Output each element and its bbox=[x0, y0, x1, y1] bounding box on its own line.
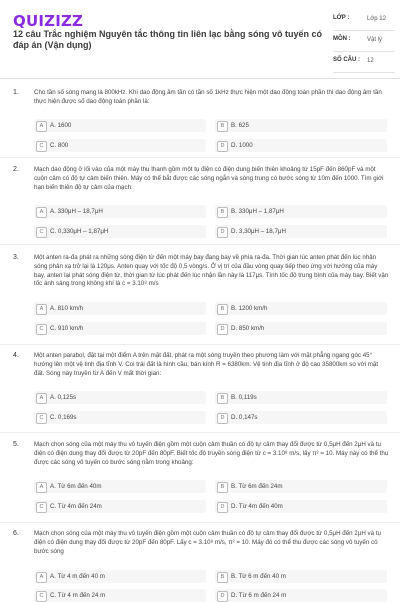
option-text: A. 810 km/h bbox=[50, 305, 84, 312]
option-text: B. 1200 km/h bbox=[231, 305, 268, 312]
option-letter: A bbox=[36, 304, 47, 315]
option-c[interactable] bbox=[34, 500, 206, 513]
question-number: 4. bbox=[13, 352, 19, 359]
option-c[interactable] bbox=[34, 225, 206, 238]
question-number: 5. bbox=[13, 441, 19, 448]
option-text: A. 0,125s bbox=[50, 394, 77, 401]
option-text: C. 910 km/h bbox=[50, 325, 84, 332]
option-text: A. 1600 bbox=[50, 122, 72, 129]
option-a[interactable] bbox=[34, 119, 206, 132]
question-text: Cho tần số sóng mang là 800kHz. Khi dao động âm tần có tần số 1kHz thực hiện một dao động toàn phần thì dao động âm tần thực hiện được số dao động toàn phần là: bbox=[34, 89, 382, 105]
option-text: B. Từ 6 m đến 40 m bbox=[231, 573, 286, 580]
option-d[interactable] bbox=[215, 411, 387, 424]
option-letter: B bbox=[217, 207, 228, 218]
meta-value: Vật lý bbox=[367, 37, 383, 43]
option-a[interactable] bbox=[34, 302, 206, 315]
question-text: Mạch dao động ở lối vào của một máy thu thanh gồm một tụ điện có điện dung biến thiên khoảng từ 15pF đến 860pF và một cuộn cảm có độ tự cảm biến thiên. Máy có thể bắt được các sóng ngắn và sóng trung có bước sóng từ 10m đến 1000. Tìm giới hạn biến thiên độ tự cảm của mạch: bbox=[34, 166, 384, 191]
option-text: B. 0,119s bbox=[231, 394, 257, 401]
question-number: 3. bbox=[13, 254, 19, 261]
meta-key: LỚP : bbox=[333, 15, 350, 21]
option-letter: B bbox=[217, 393, 228, 404]
meta-value: 12 bbox=[367, 58, 374, 64]
option-b[interactable] bbox=[215, 570, 387, 583]
question-number: 2. bbox=[13, 166, 19, 173]
worksheet-header bbox=[0, 0, 400, 72]
option-text: B. Từ 6m đến 24m bbox=[231, 483, 283, 490]
option-letter: B bbox=[217, 572, 228, 583]
option-letter: D bbox=[217, 502, 228, 513]
option-text: A. 330μH – 18,7μH bbox=[50, 208, 103, 215]
option-b[interactable] bbox=[215, 480, 387, 493]
option-c[interactable] bbox=[34, 411, 206, 424]
option-letter: C bbox=[36, 324, 47, 335]
option-letter: B bbox=[217, 304, 228, 315]
option-letter: C bbox=[36, 141, 47, 152]
option-letter: A bbox=[36, 572, 47, 583]
question-text: Một anten parabol, đặt tại một điểm A trên mặt đất, phát ra một sóng truyền theo phương làm với mặt phẳng ngang góc 45° hướng lên một vệ tinh địa tĩnh V. Coi trái đất là hình cầu, bán kính R = 6380km. Vệ tinh địa tĩnh ở độ cao 35800km so với mặt đất. Sóng này truyền từ A đến V mất thời gian: bbox=[34, 352, 379, 377]
option-letter: A bbox=[36, 393, 47, 404]
option-text: B. 625 bbox=[231, 122, 249, 129]
quizizz-logo: QUIZIZZ bbox=[13, 12, 84, 30]
option-b[interactable] bbox=[215, 205, 387, 218]
option-letter: C bbox=[36, 227, 47, 238]
option-text: D. Từ 6 m đến 24 m bbox=[231, 592, 287, 599]
question-divider bbox=[0, 157, 400, 158]
option-letter: D bbox=[217, 227, 228, 238]
question-divider bbox=[0, 432, 400, 433]
option-text: C. Từ 4m đến 24m bbox=[50, 503, 102, 510]
option-letter: A bbox=[36, 207, 47, 218]
question-divider bbox=[0, 344, 400, 345]
question-divider bbox=[0, 244, 400, 245]
meta-row-count bbox=[333, 52, 395, 73]
question-text: Một anten ra-đa phát ra những sóng điện từ đến một máy bay đang bay về phía ra-đa. Thời gian lúc anten phát đến lúc nhận sóng phản xạ trở lại là 120μs. Anten quay với tốc độ 0,5 vòng/s. Ở vị trí của đầu vòng quay tiếp theo ứng với hướng của máy bay, anten lại phát sóng điện từ, thời gian từ lúc phát đến lúc nhận lần này là 117μs. Tính tốc độ trung bình của máy bay. Biết vận tốc ánh sáng trong không khí là c = 3.10⁸ m/s bbox=[34, 254, 389, 288]
option-text: A. Từ 4 m đến 40 m bbox=[50, 573, 105, 580]
option-letter: D bbox=[217, 141, 228, 152]
option-c[interactable] bbox=[34, 589, 206, 602]
option-letter: C bbox=[36, 591, 47, 602]
question-divider bbox=[0, 522, 400, 523]
option-c[interactable] bbox=[34, 139, 206, 152]
option-letter: B bbox=[217, 482, 228, 493]
option-text: D. 1000 bbox=[231, 142, 253, 149]
option-text: D. 3,30μH – 18,7μH bbox=[231, 228, 286, 235]
option-a[interactable] bbox=[34, 391, 206, 404]
option-letter: A bbox=[36, 121, 47, 132]
option-d[interactable] bbox=[215, 500, 387, 513]
option-a[interactable] bbox=[34, 570, 206, 583]
option-letter: D bbox=[217, 591, 228, 602]
meta-key: SỐ CÂU : bbox=[333, 57, 360, 63]
option-text: A. Từ 6m đến 40m bbox=[50, 483, 102, 490]
option-d[interactable] bbox=[215, 322, 387, 335]
worksheet-title: 12 câu Trắc nghiệm Nguyên tắc thông tin liên lạc bằng sóng vô tuyến có đáp án (Vận dụng) bbox=[13, 29, 323, 50]
question-text: Mạch chọn sóng của một máy thu vô tuyến điện gồm một cuộn cảm thuần có độ tự cảm thay đổi được từ 0,5μH đến 2μH và tụ điện có điện dung thay đổi được từ 20pF đến 80pF. Biết tốc độ truyền sóng điện từ c = 3.10⁸ m/s, lấy π² = 10. Máy này có thể thu được các sóng vô tuyến có bước sóng nằm trong khoảng: bbox=[34, 441, 389, 466]
question-number: 1. bbox=[13, 89, 19, 96]
option-text: C. 0,169s bbox=[50, 414, 77, 421]
meta-key: MÔN : bbox=[333, 36, 351, 42]
option-d[interactable] bbox=[215, 589, 387, 602]
option-b[interactable] bbox=[215, 391, 387, 404]
option-text: D. 850 km/h bbox=[231, 325, 265, 332]
option-letter: C bbox=[36, 502, 47, 513]
option-text: C. 0,330μH – 1,87μH bbox=[50, 228, 109, 235]
meta-panel bbox=[333, 10, 395, 73]
option-letter: A bbox=[36, 482, 47, 493]
meta-row-subject bbox=[333, 31, 395, 52]
header-divider bbox=[0, 78, 400, 79]
option-letter: C bbox=[36, 413, 47, 424]
option-text: C. 800 bbox=[50, 142, 69, 149]
question-number: 6. bbox=[13, 530, 19, 537]
option-a[interactable] bbox=[34, 205, 206, 218]
option-text: D. Từ 4m đến 40m bbox=[231, 503, 283, 510]
option-text: B. 330μH – 1,87μH bbox=[231, 208, 284, 215]
question-text: Mạch chọn sóng của một máy thu vô tuyến điện gồm một cuộn cảm thuần có độ tự cảm thay đổi được từ 0,5μH đến 2μH và tụ điện có điện dung thay đổi được từ 20pF đến 80pF. Lấy c = 3.10⁸ m/s, π² = 10. Máy đó có thể thu được các sóng vô tuyến có bước sóng bbox=[34, 530, 381, 555]
option-b[interactable] bbox=[215, 119, 387, 132]
option-letter: B bbox=[217, 121, 228, 132]
meta-value: Lớp 12 bbox=[367, 16, 386, 22]
option-text: C. Từ 4 m đến 24 m bbox=[50, 592, 106, 599]
option-c[interactable] bbox=[34, 322, 206, 335]
option-letter: D bbox=[217, 324, 228, 335]
option-d[interactable] bbox=[215, 139, 387, 152]
option-b[interactable] bbox=[215, 302, 387, 315]
option-letter: D bbox=[217, 413, 228, 424]
option-a[interactable] bbox=[34, 480, 206, 493]
meta-row-class bbox=[333, 10, 395, 31]
option-d[interactable] bbox=[215, 225, 387, 238]
option-text: D. 0,147s bbox=[231, 414, 258, 421]
